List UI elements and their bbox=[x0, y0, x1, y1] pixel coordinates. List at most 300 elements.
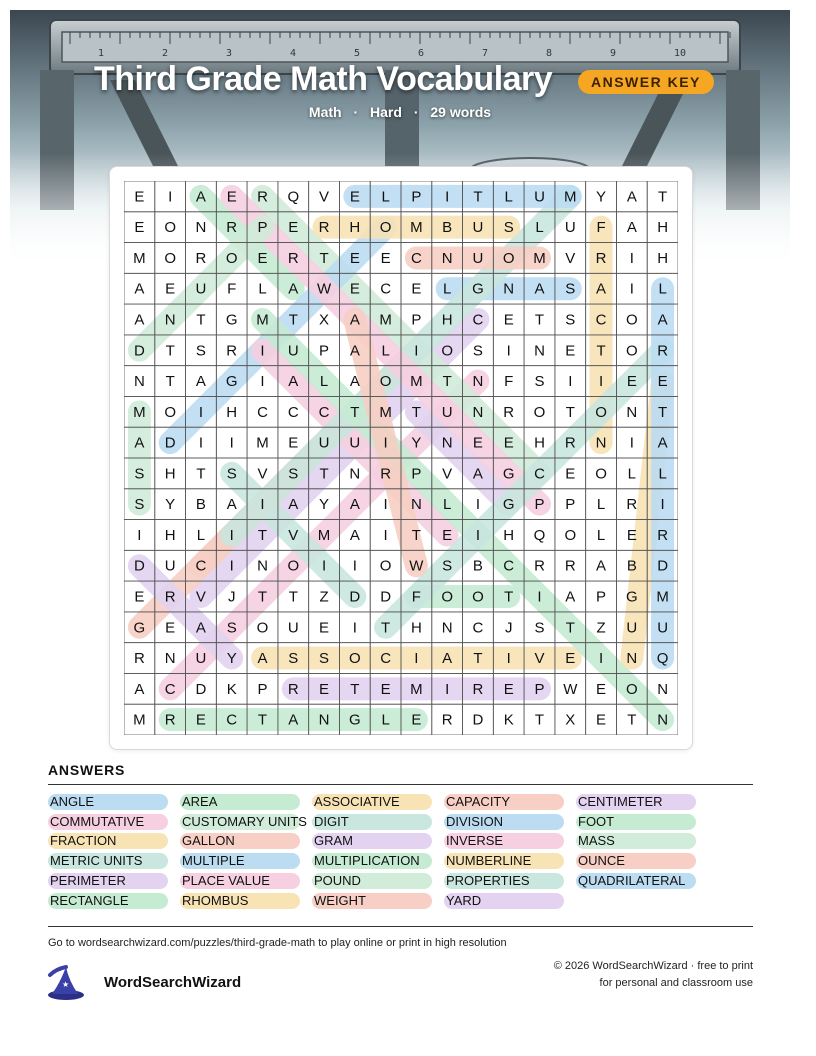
grid-letter: H bbox=[164, 526, 176, 544]
grid-letter: E bbox=[195, 711, 206, 729]
grid-letter: G bbox=[472, 280, 484, 298]
grid-letter: B bbox=[195, 496, 206, 514]
grid-letter: T bbox=[350, 403, 360, 421]
grid-letter: T bbox=[442, 373, 452, 391]
grid-letter: T bbox=[257, 588, 268, 606]
grid-letter: T bbox=[257, 526, 268, 544]
grid-letter: S bbox=[534, 619, 545, 637]
grid-letter: R bbox=[287, 680, 299, 698]
grid-letter: A bbox=[195, 373, 206, 391]
grid-letter: I bbox=[198, 403, 204, 421]
grid-letter: N bbox=[441, 434, 453, 452]
grid-letter: C bbox=[472, 619, 484, 637]
grid-letter: I bbox=[598, 650, 604, 668]
grid-letter: M bbox=[410, 219, 423, 237]
answer-word: QUADRILATERAL bbox=[576, 873, 696, 889]
grid-letter: A bbox=[626, 219, 637, 237]
answer-word: ANGLE bbox=[48, 794, 168, 810]
grid-letter: X bbox=[319, 311, 330, 329]
grid-letter: R bbox=[318, 219, 330, 237]
grid-letter: R bbox=[133, 650, 145, 668]
grid-letter: S bbox=[226, 465, 237, 483]
grid-letter: I bbox=[598, 373, 604, 391]
grid-letter: L bbox=[258, 280, 267, 298]
grid-letter: A bbox=[657, 311, 668, 329]
grid-letter: I bbox=[660, 496, 665, 514]
grid-letter: A bbox=[349, 496, 360, 514]
grid-letter: T bbox=[565, 403, 575, 421]
grid-letter: B bbox=[472, 557, 483, 575]
grid-letter: A bbox=[134, 434, 145, 452]
grid-letter: L bbox=[596, 496, 606, 514]
grid-letter: R bbox=[257, 188, 268, 206]
grid-letter: I bbox=[629, 434, 634, 452]
grid-letter: C bbox=[257, 403, 268, 421]
answers-heading: ANSWERS bbox=[48, 762, 126, 778]
grid-letter: G bbox=[225, 373, 238, 391]
grid-letter: O bbox=[625, 342, 638, 360]
grid-letter: D bbox=[164, 434, 176, 452]
grid-letter: E bbox=[319, 619, 330, 637]
grid-letter: I bbox=[352, 557, 357, 575]
grid-letter: R bbox=[226, 342, 238, 360]
grid-letter: A bbox=[134, 311, 145, 329]
grid-letter: L bbox=[535, 219, 544, 237]
grid-letter: U bbox=[287, 619, 299, 637]
grid-letter: A bbox=[288, 373, 299, 391]
grid-letter: P bbox=[596, 588, 607, 606]
grid-letter: P bbox=[257, 680, 268, 698]
grid-letter: O bbox=[625, 311, 638, 329]
grid-letter: I bbox=[229, 526, 234, 544]
grid-letter: L bbox=[381, 711, 390, 729]
grid-letter: O bbox=[595, 403, 607, 421]
grid-letter: R bbox=[226, 219, 238, 237]
grid-letter: U bbox=[287, 342, 299, 360]
grid-letter: I bbox=[414, 650, 419, 668]
grid-letter: E bbox=[442, 526, 453, 544]
grid-letter: U bbox=[472, 249, 484, 267]
grid-letter: P bbox=[319, 342, 330, 360]
grid-letter: O bbox=[533, 403, 546, 421]
answer-word: GRAM bbox=[312, 833, 432, 849]
grid-letter: T bbox=[565, 619, 575, 637]
grid-letter: S bbox=[472, 342, 483, 360]
grid-letter: A bbox=[349, 373, 360, 391]
grid-letter: A bbox=[596, 280, 607, 298]
grid-letter: A bbox=[626, 188, 637, 206]
grid-letter: V bbox=[195, 588, 206, 606]
grid-letter: E bbox=[165, 280, 176, 298]
grid-letter: A bbox=[565, 588, 576, 606]
grid-letter: O bbox=[379, 219, 392, 237]
grid-letter: V bbox=[257, 465, 268, 483]
grid-letter: O bbox=[502, 249, 515, 267]
grid-letter: G bbox=[502, 465, 515, 483]
grid-letter: O bbox=[441, 588, 454, 606]
grid-letter: M bbox=[133, 403, 146, 421]
answer-word: METRIC UNITS bbox=[48, 853, 168, 869]
grid-letter: S bbox=[319, 650, 330, 668]
grid-letter: E bbox=[288, 219, 299, 237]
grid-letter: G bbox=[625, 588, 638, 606]
grid-letter: L bbox=[442, 496, 452, 514]
grid-letter: T bbox=[658, 403, 668, 421]
grid-letter: N bbox=[349, 465, 361, 483]
grid-letter: E bbox=[349, 249, 360, 267]
grid-letter: R bbox=[626, 496, 638, 514]
grid-letter: I bbox=[352, 619, 357, 637]
grid-letter: T bbox=[288, 311, 298, 329]
grid-letter: Z bbox=[319, 588, 329, 606]
answer-word: PERIMETER bbox=[48, 873, 168, 889]
grid-letter: G bbox=[225, 311, 238, 329]
grid-letter: Y bbox=[226, 650, 237, 668]
divider bbox=[48, 784, 753, 785]
grid-letter: M bbox=[410, 680, 423, 698]
grid-letter: C bbox=[534, 465, 545, 483]
grid-letter: A bbox=[472, 465, 483, 483]
grid-letter: O bbox=[472, 588, 484, 606]
grid-letter: T bbox=[411, 403, 421, 421]
grid-letter: H bbox=[534, 434, 545, 452]
grid-letter: D bbox=[380, 588, 392, 606]
grid-letter: E bbox=[134, 219, 145, 237]
grid-letter: E bbox=[657, 373, 668, 391]
grid-letter: S bbox=[288, 465, 299, 483]
grid-letter: D bbox=[657, 557, 669, 575]
answer-word: NUMBERLINE bbox=[444, 853, 564, 869]
grid-letter: Y bbox=[165, 496, 176, 514]
grid-letter: O bbox=[256, 619, 269, 637]
grid-letter: R bbox=[472, 680, 484, 698]
grid-letter: E bbox=[596, 711, 607, 729]
puzzle-card bbox=[109, 166, 693, 750]
grid-letter: S bbox=[288, 650, 299, 668]
grid-letter: Y bbox=[596, 188, 607, 206]
grid-letter: O bbox=[625, 680, 638, 698]
grid-letter: L bbox=[196, 526, 206, 544]
grid-letter: E bbox=[411, 711, 422, 729]
grid-letter: R bbox=[657, 342, 669, 360]
grid-letter: N bbox=[657, 711, 669, 729]
grid-letter: U bbox=[626, 619, 638, 637]
grid-letter: T bbox=[165, 342, 175, 360]
grid-letter: D bbox=[349, 588, 361, 606]
answer-word: MULTIPLE bbox=[180, 853, 300, 869]
answer-word: COMMUTATIVE bbox=[48, 814, 168, 830]
grid-letter: O bbox=[164, 403, 177, 421]
grid-letter: H bbox=[441, 311, 453, 329]
grid-letter: N bbox=[318, 711, 330, 729]
grid-letter: O bbox=[595, 465, 607, 483]
grid-letter: T bbox=[411, 526, 421, 544]
grid-letter: Q bbox=[287, 188, 300, 206]
grid-letter: I bbox=[137, 526, 142, 544]
grid-letter: I bbox=[537, 588, 542, 606]
meta-difficulty: Hard bbox=[370, 104, 402, 120]
grid-letter: N bbox=[657, 680, 669, 698]
answer-word: INVERSE bbox=[444, 833, 564, 849]
grid-letter: T bbox=[319, 249, 329, 267]
grid-letter: O bbox=[164, 219, 177, 237]
grid-letter: E bbox=[165, 619, 176, 637]
answer-word: OUNCE bbox=[576, 853, 696, 869]
grid-letter: N bbox=[626, 650, 638, 668]
answer-word: PROPERTIES bbox=[444, 873, 564, 889]
grid-letter: I bbox=[414, 342, 419, 360]
grid-letter: K bbox=[503, 711, 514, 729]
grid-letter: T bbox=[504, 588, 514, 606]
grid-letter: A bbox=[226, 496, 237, 514]
svg-text:★: ★ bbox=[69, 974, 75, 981]
grid-letter: C bbox=[595, 311, 607, 329]
grid-letter: C bbox=[287, 403, 299, 421]
grid-letter: A bbox=[349, 342, 360, 360]
grid-letter: R bbox=[195, 249, 207, 267]
grid-letter: I bbox=[629, 249, 634, 267]
grid-letter: X bbox=[565, 711, 576, 729]
grid-letter: E bbox=[626, 373, 637, 391]
grid-letter: T bbox=[196, 311, 206, 329]
grid-letter: R bbox=[534, 557, 545, 575]
grid-letter: E bbox=[349, 280, 360, 298]
grid-letter: R bbox=[164, 588, 176, 606]
grid-letter: O bbox=[564, 526, 577, 544]
grid-letter: K bbox=[226, 680, 237, 698]
grid-letter: F bbox=[411, 588, 421, 606]
grid-letter: M bbox=[410, 373, 423, 391]
letter-grid[interactable] bbox=[124, 181, 678, 735]
grid-letter: U bbox=[472, 219, 484, 237]
grid-letter: N bbox=[195, 219, 207, 237]
grid-letter: A bbox=[349, 311, 360, 329]
grid-letter: F bbox=[504, 373, 514, 391]
grid-letter: H bbox=[410, 619, 422, 637]
grid-letter: C bbox=[318, 403, 330, 421]
answer-word: RECTANGLE bbox=[48, 893, 168, 909]
grid-letter: J bbox=[227, 588, 236, 606]
grid-letter: A bbox=[288, 280, 299, 298]
grid-letter: E bbox=[288, 434, 299, 452]
brand-name: WordSearchWizard bbox=[104, 974, 242, 991]
grid-letter: T bbox=[196, 465, 206, 483]
grid-letter: I bbox=[475, 526, 481, 544]
grid-letter: N bbox=[472, 403, 484, 421]
grid-letter: M bbox=[533, 249, 546, 267]
grid-letter: M bbox=[656, 588, 669, 606]
grid-letter: S bbox=[534, 373, 545, 391]
grid-letter: S bbox=[503, 219, 514, 237]
grid-letter: N bbox=[503, 280, 515, 298]
grid-letter: I bbox=[321, 557, 327, 575]
grid-letter: E bbox=[257, 249, 268, 267]
grid-letter: M bbox=[133, 249, 146, 267]
grid-letter: V bbox=[534, 650, 545, 668]
grid-letter: W bbox=[409, 557, 424, 575]
grid-letter: T bbox=[596, 342, 606, 360]
grid-letter: D bbox=[133, 557, 145, 575]
grid-letter: M bbox=[379, 403, 392, 421]
grid-letter: N bbox=[534, 342, 545, 360]
grid-letter: I bbox=[506, 650, 511, 668]
grid-letter: I bbox=[506, 342, 511, 360]
grid-letter: N bbox=[595, 434, 607, 452]
grid-letter: I bbox=[383, 434, 388, 452]
wizard-hat-icon bbox=[46, 963, 86, 1008]
answer-word: GALLON bbox=[180, 833, 300, 849]
grid-letter: U bbox=[195, 280, 207, 298]
grid-letter: E bbox=[411, 280, 422, 298]
grid-letter: U bbox=[195, 650, 207, 668]
grid-letter: N bbox=[441, 249, 453, 267]
grid-letter: O bbox=[164, 249, 177, 267]
grid-letter: V bbox=[319, 188, 330, 206]
grid-letter: A bbox=[288, 496, 299, 514]
grid-letter: T bbox=[627, 711, 637, 729]
grid-letter: E bbox=[319, 680, 330, 698]
grid-letter: A bbox=[288, 711, 299, 729]
grid-letter: E bbox=[472, 434, 483, 452]
grid-letter: E bbox=[565, 342, 576, 360]
meta-separator: · bbox=[353, 104, 359, 120]
grid-letter: H bbox=[349, 219, 361, 237]
grid-letter: W bbox=[316, 280, 332, 298]
answer-word: CAPACITY bbox=[444, 794, 564, 810]
answer-word: CUSTOMARY UNITS bbox=[182, 814, 307, 829]
grid-letter: T bbox=[165, 373, 175, 391]
grid-letter: V bbox=[288, 526, 299, 544]
answer-word: FRACTION bbox=[48, 833, 168, 849]
answer-word: DIVISION bbox=[444, 814, 564, 830]
grid-letter: I bbox=[445, 680, 450, 698]
grid-letter: H bbox=[164, 465, 176, 483]
answer-word: AREA bbox=[180, 794, 300, 810]
grid-letter: N bbox=[626, 403, 638, 421]
grid-letter: F bbox=[596, 219, 606, 237]
svg-text:★: ★ bbox=[62, 980, 70, 989]
grid-letter: C bbox=[380, 650, 392, 668]
footer-link[interactable]: Go to wordsearchwizard.com/puzzles/third-grade-math to play online or print in high resolution bbox=[48, 937, 507, 949]
grid-letter: P bbox=[411, 188, 422, 206]
grid-letter: T bbox=[534, 711, 545, 729]
grid-letter: E bbox=[565, 650, 576, 668]
grid-letter: U bbox=[318, 434, 330, 452]
answer-word: WEIGHT bbox=[312, 893, 432, 909]
grid-letter: H bbox=[503, 526, 515, 544]
answer-word: FOOT bbox=[576, 814, 696, 830]
grid-letter: C bbox=[410, 249, 422, 267]
grid-letter: I bbox=[383, 526, 388, 544]
grid-letter: M bbox=[564, 188, 577, 206]
grid-letter: R bbox=[287, 249, 299, 267]
grid-letter: T bbox=[658, 188, 668, 206]
grid-letter: S bbox=[442, 557, 453, 575]
grid-letter: O bbox=[287, 557, 300, 575]
grid-letter: R bbox=[595, 249, 607, 267]
grid-letter: E bbox=[380, 680, 391, 698]
grid-letter: L bbox=[381, 342, 390, 360]
grid-letter: A bbox=[195, 188, 206, 206]
grid-letter: L bbox=[658, 280, 667, 298]
grid-letter: E bbox=[503, 680, 514, 698]
grid-letter: W bbox=[563, 680, 578, 698]
grid-letter: A bbox=[657, 434, 668, 452]
grid-letter: T bbox=[473, 650, 483, 668]
grid-letter: I bbox=[260, 342, 265, 360]
grid-letter: L bbox=[627, 465, 637, 483]
answer-word: ASSOCIATIVE bbox=[312, 794, 432, 810]
grid-letter: D bbox=[195, 680, 207, 698]
grid-letter: C bbox=[164, 680, 176, 698]
grid-letter: U bbox=[441, 403, 453, 421]
grid-letter: E bbox=[503, 311, 514, 329]
answer-word: POUND bbox=[312, 873, 432, 889]
grid-letter: E bbox=[134, 588, 145, 606]
grid-letter: P bbox=[411, 465, 422, 483]
grid-letter: V bbox=[442, 465, 453, 483]
grid-letter: I bbox=[475, 496, 481, 514]
grid-letter: O bbox=[379, 373, 392, 391]
puzzle-meta bbox=[0, 104, 800, 120]
grid-letter: C bbox=[503, 557, 515, 575]
grid-letter: N bbox=[164, 311, 176, 329]
grid-letter: S bbox=[134, 465, 145, 483]
grid-letter: C bbox=[472, 311, 484, 329]
grid-letter: I bbox=[198, 434, 204, 452]
grid-letter: S bbox=[565, 311, 576, 329]
grid-letter: T bbox=[288, 588, 298, 606]
grid-letter: I bbox=[568, 373, 573, 391]
grid-letter: R bbox=[503, 403, 515, 421]
grid-letter: S bbox=[195, 342, 206, 360]
grid-letter: A bbox=[349, 526, 360, 544]
grid-letter: A bbox=[195, 619, 206, 637]
grid-letter: N bbox=[133, 373, 145, 391]
grid-letter: P bbox=[534, 496, 545, 514]
grid-letter: Z bbox=[596, 619, 606, 637]
grid-letter: U bbox=[564, 219, 576, 237]
answer-word: RHOMBUS bbox=[180, 893, 300, 909]
grid-letter: M bbox=[256, 434, 269, 452]
grid-letter: A bbox=[534, 280, 545, 298]
grid-letter: T bbox=[473, 188, 483, 206]
grid-letter: E bbox=[565, 465, 576, 483]
grid-letter: P bbox=[565, 496, 576, 514]
grid-letter: N bbox=[164, 650, 176, 668]
grid-letter: S bbox=[134, 496, 145, 514]
grid-letter: U bbox=[349, 434, 361, 452]
grid-letter: D bbox=[133, 342, 145, 360]
grid-letter: U bbox=[164, 557, 176, 575]
grid-letter: T bbox=[319, 465, 329, 483]
grid-letter: L bbox=[381, 188, 390, 206]
grid-letter: D bbox=[472, 711, 484, 729]
grid-letter: A bbox=[134, 680, 145, 698]
grid-letter: H bbox=[226, 403, 238, 421]
grid-letter: M bbox=[133, 711, 146, 729]
grid-letter: U bbox=[657, 619, 669, 637]
grid-letter: R bbox=[657, 526, 669, 544]
grid-letter: T bbox=[350, 680, 360, 698]
grid-letter: R bbox=[564, 557, 576, 575]
grid-letter: L bbox=[658, 465, 667, 483]
grid-letter: I bbox=[229, 434, 234, 452]
meta-word-count: 29 words bbox=[430, 104, 492, 120]
grid-letter: E bbox=[596, 680, 607, 698]
grid-letter: E bbox=[503, 434, 514, 452]
grid-letter: L bbox=[442, 280, 452, 298]
